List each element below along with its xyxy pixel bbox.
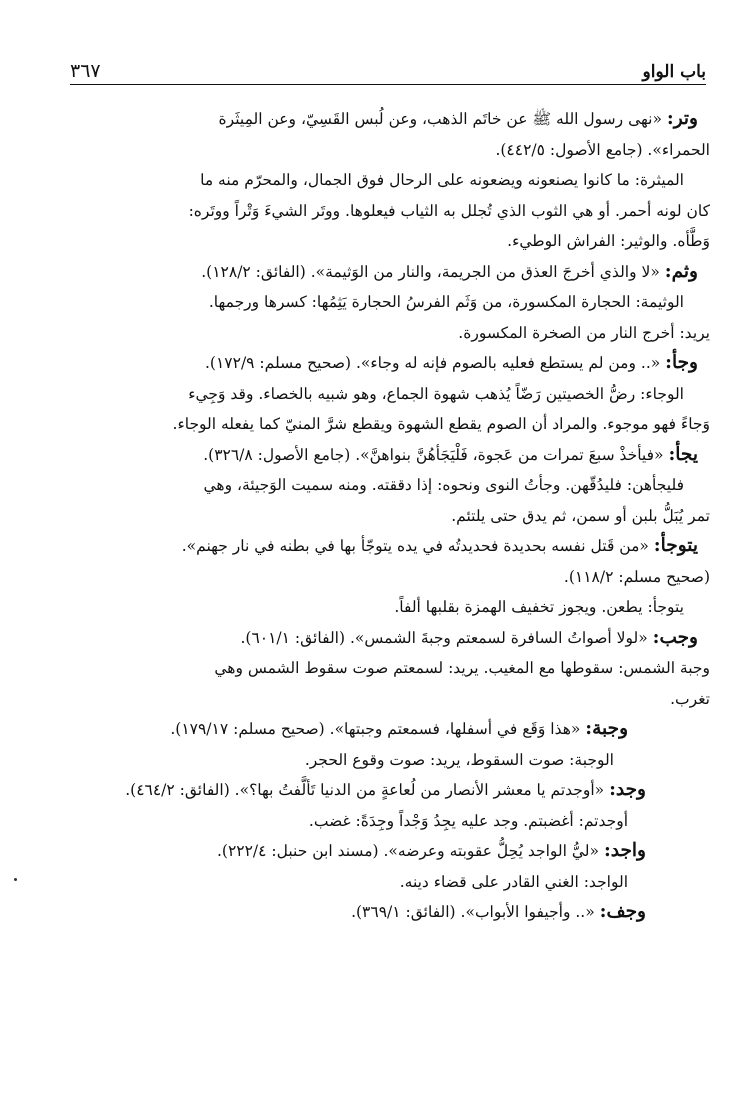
entry-text: «.. ومن لم يستطع فعليه بالصوم فإنه له وجاء». (صحيح مسلم: ١٧٢/٩). xyxy=(204,354,666,372)
entry-text: الميثرة: ما كانوا يصنعونه ويضعونه على الرحال فوق الجمال، والمحرّم منه ما xyxy=(200,171,684,189)
entry-headword: يتوجأ: xyxy=(653,535,698,556)
text-line xyxy=(62,836,710,867)
entry-headword: وجبة: xyxy=(585,718,628,739)
text-line xyxy=(62,257,710,288)
entry-headword: وجأ: xyxy=(665,352,698,373)
entry-text: «من قَتل نفسه بحديدة فحديدتُه في يده يتوجّأ بها في بطنه في نار جهنم». xyxy=(181,537,654,555)
entry-text: يريد: أخرج النار من الصخرة المكسورة. xyxy=(458,323,710,342)
text-line xyxy=(62,867,710,898)
entry-text: «.. وأجيفوا الأبواب». (الفائق: ٣٦٩/١). xyxy=(351,903,600,921)
text-line xyxy=(62,287,710,318)
entry-text: وجبة الشمس: سقوطها مع المغيب. يريد: لسمعتم صوت سقوط الشمس وهي xyxy=(214,659,710,677)
entry-headword: وجب: xyxy=(652,626,698,648)
entry-text: الوثيمة: الحجارة المكسورة، من وَثَم الفرسُ الحجارة يَثِمُها: كسرها ورجمها. xyxy=(208,293,684,311)
page-body xyxy=(62,104,710,928)
entry-text: كان لونه أحمر. أو هي الثوب الذي تُجلل به الثياب فيعلوها. ووتَر الشيءَ وَتْراً ووتَره: xyxy=(188,201,710,220)
entry-headword: وثم: xyxy=(664,260,698,282)
text-line xyxy=(62,196,710,227)
entry-text: «هذا وَقَع في أسفلها، فسمعتم وجبتها». (صحيح مسلم: ١٧٩/١٧). xyxy=(170,720,586,738)
text-line xyxy=(62,104,710,135)
entry-text: الوجبة: صوت السقوط، يريد: صوت وقوع الحجر. xyxy=(304,750,614,769)
entry-text: «لولا أصواتُ السافرة لسمعتم وجبةَ الشمس». (الفائق: ٦٠١/١). xyxy=(240,628,653,647)
text-line xyxy=(62,379,710,410)
text-line xyxy=(62,470,710,501)
text-line xyxy=(62,623,710,654)
text-line xyxy=(62,714,710,745)
entry-text: تغرب. xyxy=(670,689,710,708)
entry-text: «فيأخذْ سبعَ تمرات من عَجوة، فَلْيَجَأهُنَّ بنواهنَّ». (جامع الأصول: ٣٢٦/٨). xyxy=(203,445,669,464)
entry-text: «نهى رسول الله ﷺ عن خاتَم الذهب، وعن لُبس القَسِيّ، وعن المِيثَرة xyxy=(218,110,667,128)
text-line xyxy=(62,226,710,257)
entry-headword: وتر: xyxy=(666,108,698,129)
entry-headword: واجد: xyxy=(603,840,646,861)
text-line xyxy=(62,409,710,440)
text-line xyxy=(62,775,710,806)
entry-text: فليجأهن: فليدُقّهن. وجأتُ النوى ونحوه: إذا دققته. ومنه سميت الوَجيئة، وهي xyxy=(203,476,684,494)
entry-text: الوجاء: رضُّ الخصيتين رَضّاً يُذهب شهوة الجماع، وهو شبيه بالخصاء. وقد وَجِيء xyxy=(188,384,684,403)
text-line xyxy=(62,501,710,532)
text-line xyxy=(62,348,710,379)
text-line xyxy=(62,135,710,166)
text-line xyxy=(62,440,710,471)
entry-text: يتوجأ: يطعن. ويجوز تخفيف الهمزة بقلبها ألفاً. xyxy=(394,598,684,616)
text-line xyxy=(62,897,710,928)
text-line xyxy=(62,531,710,562)
entry-text: أوجدتم: أغضبتم. وجد عليه يجِدُ وَجْداً وجِدَةً: غضب. xyxy=(308,811,628,830)
text-line xyxy=(62,318,710,349)
text-line xyxy=(62,165,710,196)
text-line xyxy=(62,562,710,593)
margin-speck xyxy=(14,878,17,881)
entry-text: وَطَّأه. والوثير: الفراش الوطيء. xyxy=(507,232,710,250)
entry-headword: يجأ: xyxy=(668,443,698,465)
entry-headword: وجف: xyxy=(599,901,646,922)
entry-text: تمر يُبَلُّ بلبن أو سمن، ثم يدق حتى يلتئم. xyxy=(451,506,710,525)
text-line xyxy=(62,745,710,776)
page-number: ٣٦٧ xyxy=(70,60,101,82)
entry-text: الحمراء». (جامع الأصول: ٤٤٢/٥). xyxy=(495,140,710,159)
entry-headword: وجد: xyxy=(609,779,646,800)
text-line xyxy=(62,806,710,837)
entry-text: الواجد: الغني القادر على قضاء دينه. xyxy=(399,872,628,891)
section-title: باب الواو xyxy=(642,62,706,82)
text-line xyxy=(62,684,710,715)
entry-text: «ليُّ الواجد يُحِلُّ عقوبته وعرضه». (مسند ابن حنبل: ٢٢٢/٤). xyxy=(216,842,604,860)
entry-text: «أوجدتم يا معشر الأنصار من لُعاعةٍ من الدنيا تَألَّفتُ بها؟». (الفائق: ٤٦٤/٢). xyxy=(125,781,610,799)
page-header xyxy=(70,50,706,82)
text-line xyxy=(62,592,710,623)
text-line xyxy=(62,653,710,684)
entry-text: «لا والذي أخرجَ العذق من الجريمة، والنار من الوَثيمة». (الفائق: ١٢٨/٢). xyxy=(201,262,665,281)
entry-text: (صحيح مسلم: ١١٨/٢). xyxy=(563,567,710,586)
entry-text: وَجاءً فهو موجوء. والمراد أن الصوم يقطع الشهوة ويقطع شرَّ المنيّ كما يفعله الوجاء. xyxy=(172,415,710,433)
header-rule xyxy=(70,84,706,85)
